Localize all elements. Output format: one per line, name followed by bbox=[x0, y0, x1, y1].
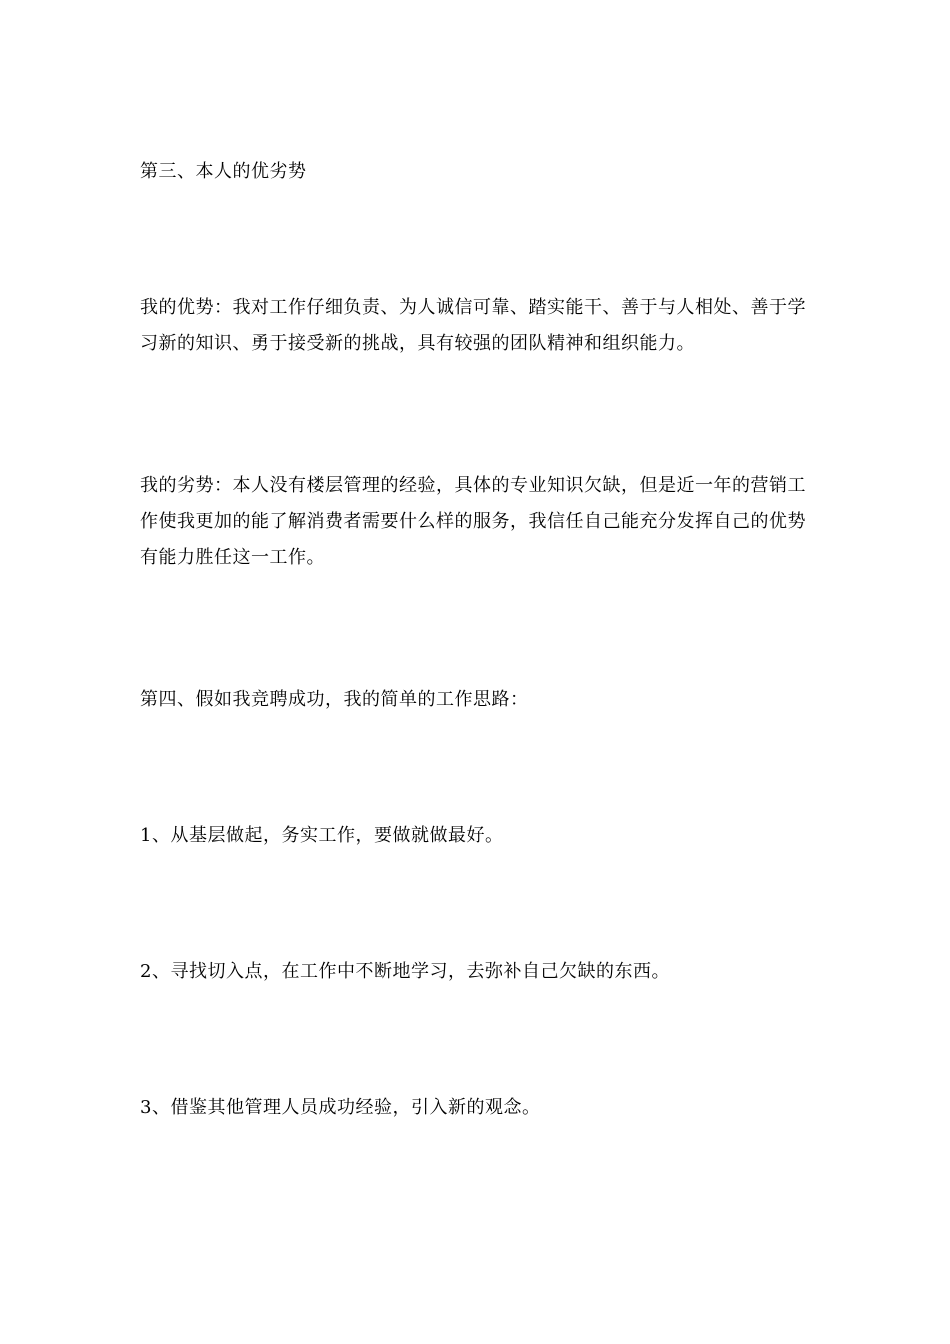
list-item: 1、从基层做起，务实工作，要做就做最好。 bbox=[140, 825, 504, 846]
section-heading-work-plan: 第四、假如我竞聘成功，我的简单的工作思路： bbox=[140, 689, 529, 710]
paragraph-strengths: 我的优势：我对工作仔细负责、为人诚信可靠、踏实能干、善于与人相处、善于学习新的知识、勇于接受新的挑战，具有较强的团队精神和组织能力。 bbox=[140, 297, 806, 354]
paragraph-weaknesses: 我的劣势：本人没有楼层管理的经验，具体的专业知识欠缺，但是近一年的营销工作使我更加的能了解消费者需要什么样的服务，我信任自己能充分发挥自己的优势有能力胜任这一工作。 bbox=[140, 475, 806, 568]
list-item: 3、借鉴其他管理人员成功经验，引入新的观念。 bbox=[140, 1097, 541, 1118]
list-item: 2、寻找切入点，在工作中不断地学习，去弥补自己欠缺的东西。 bbox=[140, 961, 670, 982]
section-heading-strengths-weaknesses: 第三、本人的优劣势 bbox=[140, 161, 307, 182]
